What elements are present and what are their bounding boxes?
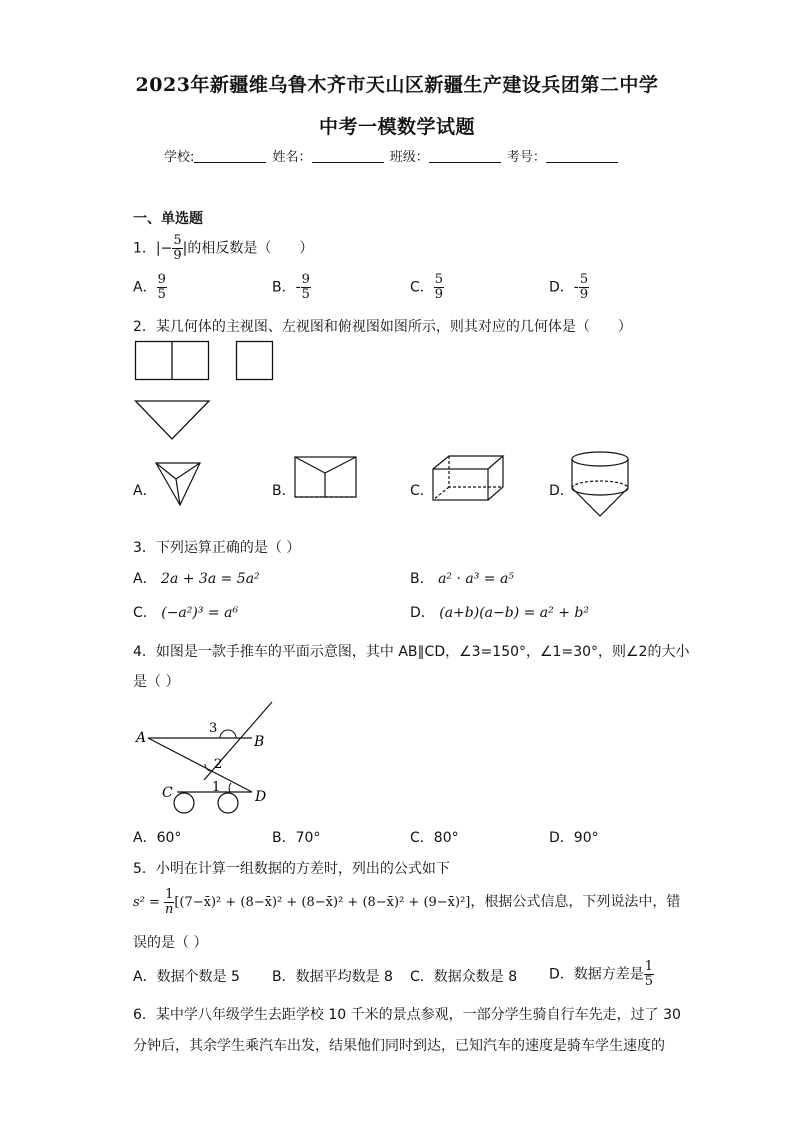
question-6-line2: 分钟后，其余学生乘汽车出发，结果他们同时到达，已知汽车的速度是骑车学生速度的 — [133, 1038, 665, 1054]
q2-option-d-figure[interactable] — [570, 450, 632, 520]
point-c-label: C — [162, 785, 173, 801]
q1-num: 5 — [173, 233, 182, 248]
q5-option-b[interactable] — [272, 966, 393, 986]
school-blank[interactable] — [194, 150, 266, 163]
angle-1-label: 1 — [212, 780, 221, 795]
side-view — [237, 342, 273, 380]
school-label: 学校: — [164, 150, 195, 165]
q1-abs-close: | — [182, 240, 188, 257]
option-text: 数据平均数是 8 — [295, 969, 393, 985]
section-heading: 一、单选题 — [133, 211, 203, 227]
option-label: A． — [133, 279, 157, 296]
option-fraction — [644, 960, 654, 989]
exam-title-line1: 2023年新疆维乌鲁木齐市天山区新疆生产建设兵团第二中学 — [135, 74, 659, 96]
q1-suffix: 的相反数是（ ） — [187, 240, 314, 257]
class-label: 班级： — [389, 150, 429, 165]
option-expr: (a+b)(a−b) = a² + b² — [439, 605, 589, 621]
cube-hidden-edge — [433, 487, 449, 500]
q5-option-d[interactable] — [549, 960, 654, 989]
q2-option-d-label[interactable]: D． — [549, 483, 574, 499]
class-blank[interactable] — [429, 150, 501, 163]
q2-option-a-label[interactable]: A． — [133, 483, 157, 499]
option-text: 数据方差是 — [573, 966, 644, 983]
question-5-formula — [133, 888, 680, 917]
option-num: 5 — [579, 272, 589, 287]
pyramid-edge — [156, 463, 176, 479]
wheel-right — [218, 793, 238, 813]
cube-top — [433, 456, 503, 469]
option-num: 1 — [644, 959, 654, 974]
cone-outline — [572, 488, 628, 516]
question-3: 3．下列运算正确的是（ ） — [133, 540, 301, 556]
option-fraction — [434, 273, 444, 302]
option-value: 90° — [573, 830, 599, 846]
q1-option-a[interactable] — [133, 273, 167, 302]
question-4-line2: 是（ ） — [133, 674, 180, 690]
option-num: 9 — [157, 272, 166, 287]
formula-tail: ，根据公式信息，下列说法中，错 — [470, 894, 681, 910]
angle-1-arc — [229, 783, 231, 792]
exam-title-line2: 中考一模数学试题 — [318, 116, 475, 138]
option-label: D． — [410, 605, 435, 621]
formula-fraction — [164, 888, 174, 917]
option-text: 数据众数是 8 — [433, 969, 518, 985]
cube-hidden-edges — [449, 456, 503, 487]
option-label: B． — [410, 571, 434, 587]
option-expr: 2a + 3a = 5a² — [161, 571, 260, 587]
name-label: 姓名： — [272, 150, 312, 165]
angle-2-label: 2 — [214, 757, 223, 772]
top-view — [136, 401, 210, 439]
option-expr: (−a²)³ = a⁶ — [161, 605, 239, 621]
cylinder-bottom-front — [572, 488, 628, 495]
q2-option-c-label[interactable]: C． — [410, 483, 434, 499]
option-den: 5 — [157, 287, 166, 302]
option-label: C． — [410, 830, 434, 846]
option-num: 5 — [434, 272, 444, 287]
number-blank[interactable] — [546, 150, 618, 163]
cylinder-top — [572, 452, 628, 466]
option-label: C． — [410, 969, 434, 985]
option-value: 70° — [295, 830, 321, 846]
q5-option-c[interactable] — [410, 966, 517, 986]
angle-3-arc — [220, 730, 236, 738]
angle-2-arc — [205, 764, 213, 771]
q2-option-b-figure[interactable] — [293, 454, 359, 500]
option-text: 数据个数是 5 — [156, 969, 240, 985]
q1-abs-open: |− — [155, 240, 173, 257]
q2-option-b-label[interactable]: B． — [272, 483, 296, 499]
question-5-line1: 5．小明在计算一组数据的方差时，列出的公式如下 — [133, 861, 450, 877]
q4-cart-figure — [134, 696, 284, 818]
angle-3-label: 3 — [209, 721, 218, 736]
option-label: C． — [410, 279, 434, 296]
q1-den: 9 — [173, 248, 182, 263]
q1-option-b[interactable] — [272, 273, 311, 302]
point-a-label: A — [136, 730, 147, 746]
option-fraction — [157, 273, 167, 302]
option-label: D． — [549, 830, 574, 846]
question-1 — [133, 234, 313, 263]
q1-option-c[interactable] — [410, 273, 444, 302]
option-den: 9 — [434, 287, 444, 302]
formula-den: n — [165, 902, 174, 917]
q2-option-c-figure[interactable] — [431, 454, 505, 502]
option-label: B． — [272, 830, 296, 846]
q2-option-a-figure[interactable] — [154, 458, 202, 508]
student-info-line — [164, 146, 620, 165]
option-sign: - — [573, 279, 579, 296]
option-label: A． — [133, 571, 157, 587]
option-label: A． — [133, 830, 157, 846]
point-b-label: B — [254, 734, 265, 750]
q4-option-c[interactable] — [410, 827, 459, 847]
wheel-left — [174, 793, 194, 813]
formula-lhs: s² = — [133, 895, 160, 910]
option-expr: a² · a³ = a⁵ — [438, 571, 514, 587]
option-label: D． — [549, 279, 574, 296]
q3-option-d[interactable] — [410, 602, 589, 622]
option-label: B． — [272, 969, 296, 985]
option-fraction — [301, 273, 311, 302]
option-den: 9 — [579, 287, 589, 302]
option-sign: - — [295, 279, 301, 296]
option-value: 60° — [156, 830, 182, 846]
q1-fraction — [172, 234, 182, 263]
option-label: B． — [272, 279, 296, 296]
line-ad — [148, 738, 252, 792]
name-blank[interactable] — [312, 150, 384, 163]
option-den: 5 — [301, 287, 310, 302]
option-label: D． — [549, 966, 574, 983]
q1-option-d[interactable] — [549, 273, 589, 302]
q3-option-a[interactable] — [133, 568, 260, 588]
prism-edge — [325, 457, 356, 473]
option-value: 80° — [433, 830, 459, 846]
cylinder-bottom-back — [572, 481, 628, 488]
question-2: 2．某几何体的主视图、左视图和俯视图如图所示，则其对应的几何体是（ ） — [133, 319, 632, 335]
option-label: A． — [133, 969, 157, 985]
pyramid-outline — [156, 463, 200, 505]
point-d-label: D — [255, 789, 267, 805]
q4-option-d[interactable] — [549, 827, 599, 847]
question-4-line1: 4．如图是一款手推车的平面示意图，其中 AB∥CD，∠3=150°，∠1=30°，则∠2的大小 — [133, 644, 690, 660]
q5-option-a[interactable] — [133, 966, 240, 986]
option-fraction — [579, 273, 589, 302]
question-6-line1: 6．某中学八年级学生去距学校 10 千米的景点参观，一部分学生骑自行车先走，过了 30 — [133, 1007, 681, 1023]
prism-edge — [295, 457, 325, 473]
q3-option-c[interactable] — [133, 602, 238, 622]
formula-body: [(7−x̄)² + (8−x̄)² + (8−x̄)² + (8−x̄)² + (9−x̄)²] — [174, 895, 471, 910]
option-num: 9 — [301, 272, 310, 287]
number-label: 考号： — [506, 150, 546, 165]
q2-three-views — [134, 340, 276, 442]
question-5-line3: 误的是（ ） — [133, 935, 208, 951]
option-label: C． — [133, 605, 157, 621]
q4-option-b[interactable] — [272, 827, 320, 847]
formula-num: 1 — [165, 887, 174, 902]
cube-front — [433, 469, 488, 500]
option-den: 5 — [644, 974, 654, 989]
q1-number: 1． — [133, 240, 156, 257]
q4-option-a[interactable] — [133, 827, 181, 847]
q3-option-b[interactable] — [410, 568, 514, 588]
